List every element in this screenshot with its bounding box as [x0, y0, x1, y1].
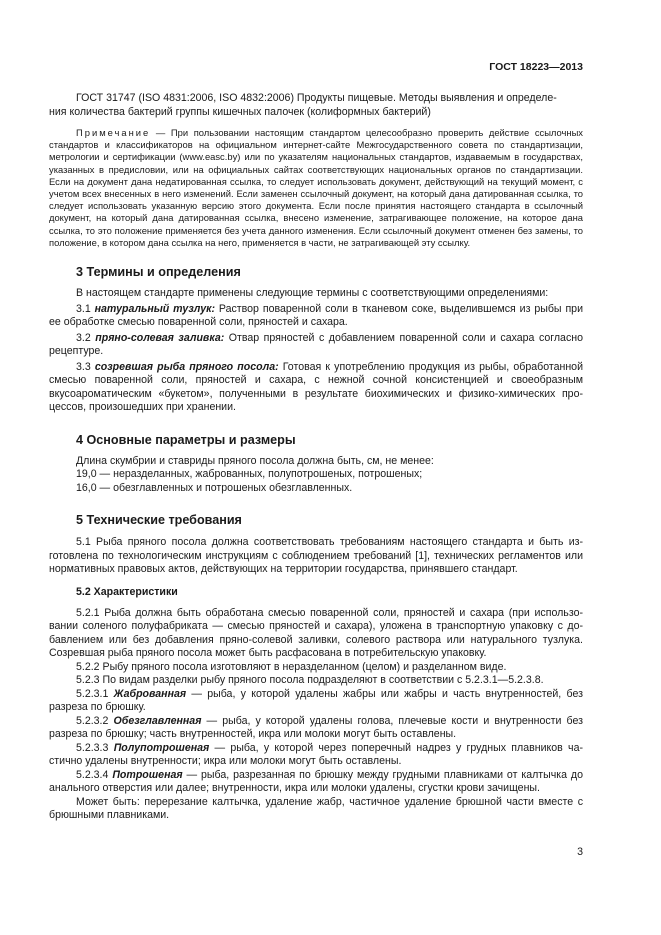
section-4-title: 4 Основные параметры и размеры — [76, 432, 296, 447]
reference-gost31747 — [49, 92, 583, 119]
clause-5-2-3-1-term: Жаброванная — [113, 687, 187, 700]
reference-line-1: ГОСТ 31747 (ISO 4831:2006, ISO 4832:2006) Продукты пищевые. Методы выявления и определе- — [76, 92, 557, 104]
term-3-3-number: 3.3 — [76, 360, 91, 373]
clause-5-2-3-3 — [49, 742, 583, 769]
term-3-1-term: натуральный тузлук: — [94, 302, 215, 315]
clause-5-2-3-2-definition: — рыба, у которой удалены голова, плечевые кости и внутренности без разреза по брюшку; часть внутренностей, икра или молоки могут быть оставлены. — [49, 714, 583, 741]
note-paragraph — [49, 127, 583, 249]
section-5-body — [49, 536, 583, 823]
term-3-2-term: пряно-солевая заливка: — [95, 331, 225, 344]
term-3-1-number: 3.1 — [76, 302, 91, 315]
section-3-title: 3 Термины и определения — [76, 265, 241, 280]
section-4-body — [76, 455, 583, 496]
clause-5-2-title: 5.2 Характеристики — [76, 585, 178, 598]
document-header: ГОСТ 18223—2013 — [489, 61, 583, 73]
term-3-1-definition: Раствор поваренной соли в тканевом соке, выделившемся из рыбы при ее обработке смесью поваренной соли, пряностей и сахара. — [49, 302, 583, 329]
section-4-line-3: 16,0 — обезглавленных и потрошеных обезглавленных. — [76, 481, 353, 494]
section-4-line-1: Длина скумбрии и ставриды пряного посола должна быть, см, не менее: — [76, 454, 434, 467]
term-3-1 — [49, 303, 583, 330]
section-4-line-2: 19,0 — неразделанных, жаброванных, полупотрошеных, потрошеных; — [76, 468, 423, 481]
clause-5-2-3-1-number: 5.2.3.1 — [76, 687, 109, 700]
clause-5-2-3-4-number: 5.2.3.4 — [76, 768, 109, 781]
clause-5-2-3-2-term: Обезглавленная — [113, 714, 202, 727]
clause-5-2-2: 5.2.2 Рыбу пряного посола изготовляют в неразделанном (целом) и разделанном виде. — [76, 660, 507, 673]
reference-line-2: ния количества бактерий группы кишечных палочек (колиформных бактерий) — [49, 105, 431, 118]
clause-5-2-3-2-number: 5.2.3.2 — [76, 714, 109, 727]
clause-5-2-3-4-definition: — рыба, разрезанная по брюшку между грудными плавниками от калтычка до анального отверстия или далее; внутренности, икра или молоки удалены, сгустки крови зачищены. — [49, 768, 583, 795]
clause-5-2-3-4-term: Потрошеная — [112, 768, 183, 781]
page-number: 3 — [577, 846, 583, 858]
clause-5-2-3-3-definition: — рыба, у которой через поперечный надрез у грудных плавников частично удалены внутренности; икра или молоки могут быть оставлены. — [49, 741, 583, 768]
note-label: Примечание — [76, 127, 151, 138]
clause-optional-cutting: Может быть: перерезание калтычка, удаление жабр, частичное удаление брюшной части вместе с брюшными плавниками. — [49, 795, 583, 822]
term-3-2-number: 3.2 — [76, 331, 91, 344]
term-3-3-definition: Готовая к употреблению продукция из рыбы, обработанной смесью поваренной соли, пряностей и сахара, с нежной сочной консистенцией и своеобразным вкусоароматическим «букетом», полученными в результате биохимических и физико-химических процессов, произошедших при хранении. — [49, 360, 583, 414]
term-3-3-term: созревшая рыба пряного посола: — [94, 360, 279, 373]
clause-5-2-1: 5.2.1 Рыба должна быть обработана смесью поваренной соли, пряностей и сахара (при использовании соленого полуфабриката — смесью пряностей и сахара), уложена в транспортную упаковку с добавлением или без добавления пряно-солевой заливки, солевого раствора или натурального тузлука. Созревшая рыба пряного посола может быть расфасована в потребительскую упаковку. — [49, 606, 583, 660]
clause-5-2-3-3-term: Полупотрошеная — [113, 741, 210, 754]
clause-5-2-3-1 — [49, 688, 583, 715]
section-5-title: 5 Технические требования — [76, 513, 242, 528]
term-3-3 — [49, 361, 583, 415]
term-3-2-definition: Отвар пряностей с добавлением поваренной соли и сахара согласно рецептуре. — [49, 331, 583, 358]
clause-5-2-3: 5.2.3 По видам разделки рыбу пряного посола подразделяют в соответствии с 5.2.3.1—5.2.3.8. — [76, 674, 544, 687]
section-3-body — [49, 287, 583, 415]
section-3-intro: В настоящем стандарте применены следующие термины с соответствующими определениями: — [76, 287, 549, 300]
term-3-2 — [49, 332, 583, 359]
clause-5-2-3-1-definition: — рыба, у которой удалены жабры или жабры и часть внутренностей, без разреза по брюшку. — [49, 687, 583, 714]
clause-5-2-3-4 — [49, 769, 583, 796]
clause-5-2-3-2 — [49, 715, 583, 742]
clause-5-2-3-3-number: 5.2.3.3 — [76, 741, 109, 754]
clause-5-1: 5.1 Рыба пряного посола должна соответствовать требованиям настоящего стандарта и быть изготовлена по технологическим инструкциям с соблюдением требований [1], технических регламентов или нормативных правовых актов, действующих на территории государства, принявшего стандарт. — [49, 536, 583, 576]
note-text: — При пользовании настоящим стандартом целесообразно проверить действие ссылочных стандартов и классификаторов на официальном интернет-сайте Межгосударственного совета по стандартизации, метрологии и сертификации (www.easc.by) или по указателям национальных стандартов, издаваемым в государствах, указанных в предисловии, или на официальных сайтах соответствующих национальных органов по стандартизации. Если на документ дана недатированная ссылка, то следует использовать документ, действующий на текущий момент, с учетом всех внесенных в него изменений. Если заменен ссылочный документ, на который дана датированная ссылка, то следует использовать указанную версию этого документа. Если после принятия настоящего стандарта в ссылочный документ, на который дана датированная ссылка, внесено изменение, затрагивающее положение, на которое дана ссылка, то это положение применяется без учета данного изменения. Если ссылочный документ отменен без замены, то положение, в котором дана ссылка на него, применяется в части, не затрагивающей эту ссылку. — [49, 127, 583, 248]
document-body — [49, 92, 583, 823]
